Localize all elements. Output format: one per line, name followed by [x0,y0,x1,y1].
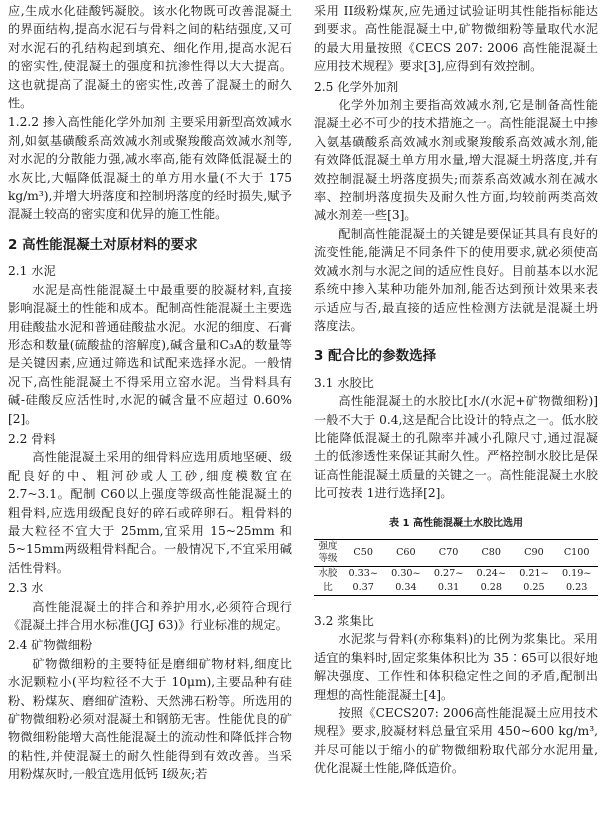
section-2-2-body: 高性能混凝土采用的细骨料应选用质地坚硬、级配良好的中、粗河砂或人工砂,细度模数宜在 2.7~3.1。配制 C60以上强度等级高性能混凝土的粗骨料,应选用级配良好的碎石或碎卵石。粗骨料的最大粒径不宜大于 25mm,宜采用 15~25mm 和 5~15mm两级粗骨料配合。一般情况下,不宜采用碱活性骨料。 [8,450,292,575]
table-cell: 0.34 [395,581,417,593]
left-column [8,2,292,784]
row-label-line-1: 水胶 [318,567,338,579]
table-cell: 0.27~ [433,567,464,579]
section-1-2-2: 1.2.2 掺入高性能化学外加剂 主要采用新型高效减水剂,如氨基磺酸系高效减水剂或聚羧酸高效减水剂等,对水泥的分散能力强,减水率高,能有效降低混凝土的水灰比,大幅降低混凝土的单方用水量(不大于 175 kg/m³),并增大坍落度和控制坍落度的经时损失,赋予混凝土较高的密实度和优异的施工性能。 [8,115,292,222]
table-cell: 0.23 [565,581,588,593]
header-label-line-2: 等级 [318,552,338,564]
section-2-4-heading: 2.4 矿物微细粉 [8,638,93,653]
table-header-cell: C90 [524,546,544,558]
section-2-2-heading: 2.2 骨料 [8,431,56,446]
table-cell: 0.37 [352,581,374,593]
table-1-title: 表 1 高性能混凝土水胶比选用 [389,517,523,529]
section-2-5-heading: 2.5 化学外加剂 [314,79,399,94]
section-2-3-body: 高性能混凝土的拌合和养护用水,必须符合现行《混凝土拌合用水标准(JGJ 63)》行业标准的规定。 [8,599,292,632]
paragraph-continuation: 应,生成水化硅酸钙凝胶。该水化物既可改善混凝土的界面结构,提高水泥石与骨料之间的粘结强度,又可对水泥石的孔结构起到填充、细化作用,提高水泥石的密实性,使混凝土的强度和抗渗性得以大大提高。这也就提高了混凝土的密实性,改善了混凝土的耐久性。 [8,4,292,111]
section-2-1-heading: 2.1 水泥 [8,264,56,279]
table-header-cell: C80 [481,546,502,558]
section-2-4-body: 矿物微细粉的主要特征是磨细矿物材料,细度比水泥颗粒小(平均粒径不大于 10μm),主要品种有硅粉、粉煤灰、磨细矿渣粉、天然沸石粉等。所选用的矿物微细粉必须对混凝土和钢筋无害。性能优良的矿物微细粉能增大高性能混凝土的流动性和降低拌合物的粘性,并使混凝土的耐久性能得到有效改善。当采用粉煤灰时,一般宜选用低钙 I级灰;若 [8,656,292,782]
paragraph-continuation-right: 采用 II级粉煤灰,应先通过试验证明其性能指标能达到要求。高性能混凝土中,矿物微细粉等量取代水泥的最大用量按照《CECS 207: 2006 高性能混凝土应用技术规程》要求[3],应得到有效控制。 [314,4,598,74]
table-row [314,581,598,596]
section-3-1-body: 高性能混凝土的水胶比[水/(水泥+矿物微细粉)]一般不大于 0.4,这是配合比设计的特点之一。低水胶比能降低混凝土的孔隙率并减小孔隙尺寸,通过混凝土的低渗透性来保证其耐久性。严格控制水胶比是保证高性能混凝土质量的关键之一。高性能混凝土水胶比可按表 1进行选择[2]。 [314,394,598,501]
table-header-cell: C100 [563,546,590,558]
table-cell: 0.31 [437,581,460,593]
table-cell: 0.25 [523,581,545,593]
section-3-2-body: 水泥浆与骨料(亦称集料)的比例为浆集比。采用适宜的集料时,固定浆集体积比为 35∶65可以很好地解决强度、工作性和体积稳定性之间的矛盾,配制出理想的高性能混凝土[4]。 [314,632,598,702]
table-header-cell: C70 [438,546,459,558]
section-2-5-body: 化学外加剂主要指高效减水剂,它是制备高性能混凝土必不可少的技术措施之一。高性能混凝土中掺入氨基磺酸系高效减水剂或聚羧酸系高效减水剂,能有效降低混凝土单方用水量,增大混凝土坍落度,并有效控制混凝土坍落度损失;而萘系高效减水剂在减水率、控制坍落度损失及耐久性方面,均较前两类高效减水剂差一些[3]。 [314,98,598,223]
table-header-row [314,539,598,566]
paragraph-adaptability: 配制高性能混凝土的关键是要保证其具有良好的流变性能,能满足不同条件下的使用要求,就必须使高效减水剂与水泥之间的适应性良好。目前基本以水泥系统中掺入某种功能外加剂,能否达到预计效果来表示适应与否,最直接的适应性检测方法就是混凝土坍落度法。 [314,226,598,333]
section-3-2-heading: 3.2 浆集比 [314,613,374,628]
table-cell: 0.33~ [348,567,378,579]
table-header-cell: C50 [353,546,373,558]
header-label-line-1: 强度 [318,540,338,552]
section-3-1-heading: 3.1 水胶比 [314,375,374,390]
section-3-heading: 3 配合比的参数选择 [314,348,437,365]
table-cell: 0.24~ [476,567,506,579]
right-column [314,2,598,778]
table-header-label [314,539,342,566]
section-2-3-heading: 2.3 水 [8,581,44,596]
table-row [314,566,598,581]
table-cell: 0.21~ [519,567,549,579]
table-cell: 0.30~ [391,567,421,579]
row-label-line-2: 比 [323,581,333,593]
section-2-1-body: 水泥是高性能混凝土中最重要的胶凝材料,直接影响混凝土的性能和成本。配制高性能混凝土主要选用硅酸盐水泥和普通硅酸盐水泥。水泥的细度、石膏形态和数量(硫酸盐的溶解度),碱含量和C₃A的数量等是关键因素,应通过筛选和试配来选择水泥。一般情况下,高性能混凝土不得采用立窑水泥。当骨料具有碱-硅酸反应活性时,水泥的碱含量不应超过 0.60%[2]。 [8,282,292,426]
paragraph-binder-content: 按照《CECS207: 2006高性能混凝土应用技术规程》要求,胶凝材料总量宜采用 450~600 kg/m³,并尽可能以于缩小的矿物微细粉取代部分水泥用量,优化混凝土性能,降低造价。 [314,706,598,776]
table-cell: 0.28 [480,581,502,593]
table-header-cell: C60 [396,546,416,558]
table-1-water-binder-ratio [314,539,598,596]
table-cell: 0.19~ [561,567,592,579]
section-2-heading: 2 高性能混凝土对原材料的要求 [8,236,198,253]
